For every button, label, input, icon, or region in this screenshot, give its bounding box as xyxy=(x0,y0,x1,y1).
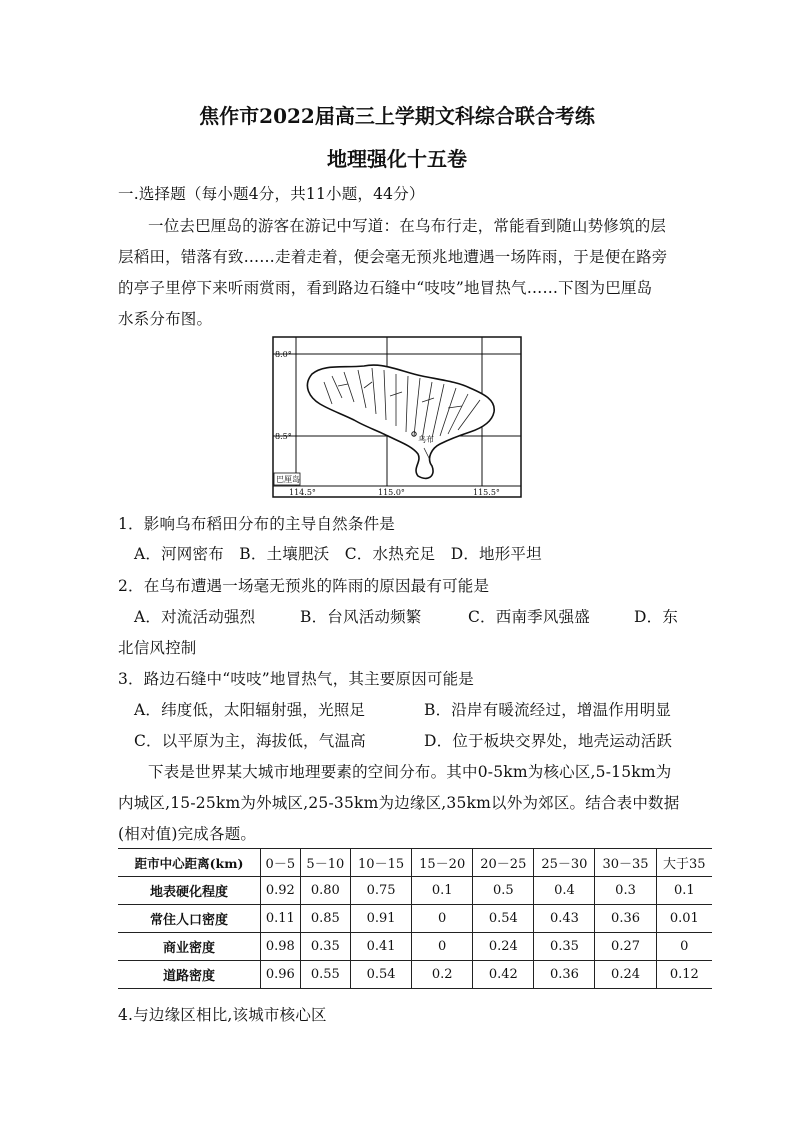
passage1-line-2: 层稻田，错落有致……走着走着，便会毫无预兆地遭遇一场阵雨，于是便在路旁 xyxy=(118,248,668,266)
table-cell: 0.3 xyxy=(595,877,656,905)
passage1-line-1: 一位去巴厘岛的游客在游记中写道：在乌布行走，常能看到随山势修筑的层 xyxy=(148,217,667,235)
table-header-cell: 20－25 xyxy=(473,849,534,877)
table-cell: 0.27 xyxy=(595,933,656,961)
table-header-cell: 10－15 xyxy=(351,849,412,877)
table-row xyxy=(118,877,712,905)
table-cell: 0.85 xyxy=(300,905,350,933)
table-cell: 0.91 xyxy=(351,905,412,933)
lon-label-114-5: 114.5° xyxy=(289,488,316,497)
question-2-option-c: C．西南季风强盛 xyxy=(468,608,590,626)
table-header-cell: 大于35 xyxy=(656,849,712,877)
question-1-stem: 1．影响乌布稻田分布的主导自然条件是 xyxy=(118,515,395,533)
table-cell: 0.01 xyxy=(656,905,712,933)
table-row-label: 道路密度 xyxy=(118,961,261,989)
lon-label-115-5: 115.5° xyxy=(473,488,500,497)
table-header-row xyxy=(118,849,712,877)
question-3-option-b: B．沿岸有暖流经过，增温作用明显 xyxy=(424,701,672,719)
passage2-line-3: (相对值)完成各题。 xyxy=(118,825,257,843)
table-cell: 0.24 xyxy=(473,933,534,961)
table-cell: 0.36 xyxy=(595,905,656,933)
table-cell: 0.54 xyxy=(351,961,412,989)
table-cell: 0.35 xyxy=(534,933,595,961)
table-cell: 0 xyxy=(412,905,473,933)
table-cell: 0.5 xyxy=(473,877,534,905)
question-2-option-d-cont: 北信风控制 xyxy=(118,639,197,657)
table-cell: 0.35 xyxy=(300,933,350,961)
table-cell: 0.24 xyxy=(595,961,656,989)
table-header-cell: 0－5 xyxy=(261,849,301,877)
town-label-ubud: 乌布 xyxy=(418,435,434,444)
lat-label-8-0: 8.0° xyxy=(275,350,292,359)
question-3-option-a: A．纬度低，太阳辐射强，光照足 xyxy=(134,701,366,719)
table-header-cell: 15－20 xyxy=(412,849,473,877)
table-header-cell: 25－30 xyxy=(534,849,595,877)
passage1-line-3: 的亭子里停下来听雨赏雨，看到路边石缝中“吱吱”地冒热气……下图为巴厘岛 xyxy=(118,279,653,297)
section-heading: 一.选择题（每小题4分，共11小题，44分） xyxy=(118,185,425,203)
bali-river-map xyxy=(272,336,522,498)
table-cell: 0 xyxy=(412,933,473,961)
question-3-option-c: C．以平原为主，海拔低，气温高 xyxy=(134,732,366,750)
table-cell: 0 xyxy=(656,933,712,961)
table-cell: 0.42 xyxy=(473,961,534,989)
table-cell: 0.12 xyxy=(656,961,712,989)
question-1-options: A．河网密布 B．土壤肥沃 C．水热充足 D．地形平坦 xyxy=(134,545,542,563)
table-cell: 0.43 xyxy=(534,905,595,933)
table-row xyxy=(118,933,712,961)
table-header-cell: 30－35 xyxy=(595,849,656,877)
passage1-line-4: 水系分布图。 xyxy=(118,310,213,328)
table-header-cell: 5－10 xyxy=(300,849,350,877)
document-subtitle: 地理强化十五卷 xyxy=(327,147,467,171)
table-cell: 0.1 xyxy=(656,877,712,905)
passage2-line-2: 内城区,15-25km为外城区,25-35km为边缘区,35km以外为郊区。结合表中数据 xyxy=(118,794,680,812)
table-cell: 0.2 xyxy=(412,961,473,989)
table-row-label: 商业密度 xyxy=(118,933,261,961)
table-row xyxy=(118,905,712,933)
table-cell: 0.75 xyxy=(351,877,412,905)
table-row-label: 常住人口密度 xyxy=(118,905,261,933)
table-row xyxy=(118,961,712,989)
question-3-option-d: D．位于板块交界处，地壳运动活跃 xyxy=(424,732,673,750)
question-2-option-d: D．东 xyxy=(634,608,679,626)
document-title: 焦作市2022届高三上学期文科综合联合考练 xyxy=(199,104,595,128)
city-geography-table xyxy=(118,848,712,989)
table-cell: 0.54 xyxy=(473,905,534,933)
table-cell: 0.92 xyxy=(261,877,301,905)
lat-label-8-5: 8.5° xyxy=(275,432,292,441)
passage2-line-1: 下表是世界某大城市地理要素的空间分布。其中0-5km为核心区,5-15km为 xyxy=(148,763,672,781)
question-2-option-a: A．对流活动强烈 xyxy=(134,608,256,626)
question-2-option-b: B．台风活动频繁 xyxy=(300,608,422,626)
table-cell: 0.41 xyxy=(351,933,412,961)
table-cell: 0.1 xyxy=(412,877,473,905)
table-cell: 0.4 xyxy=(534,877,595,905)
question-4-stem: 4.与边缘区相比,该城市核心区 xyxy=(118,1006,327,1024)
question-3-stem: 3．路边石缝中“吱吱”地冒热气，其主要原因可能是 xyxy=(118,670,475,688)
table-cell: 0.11 xyxy=(261,905,301,933)
table-cell: 0.36 xyxy=(534,961,595,989)
table-cell: 0.96 xyxy=(261,961,301,989)
question-2-stem: 2．在乌布遭遇一场毫无预兆的阵雨的原因最有可能是 xyxy=(118,577,490,595)
island-label: 巴厘岛 xyxy=(276,475,300,484)
table-header-cell: 距市中心距离(km) xyxy=(118,849,261,877)
table-cell: 0.98 xyxy=(261,933,301,961)
table-row-label: 地表硬化程度 xyxy=(118,877,261,905)
lon-label-115-0: 115.0° xyxy=(378,488,405,497)
table-cell: 0.80 xyxy=(300,877,350,905)
table-cell: 0.55 xyxy=(300,961,350,989)
